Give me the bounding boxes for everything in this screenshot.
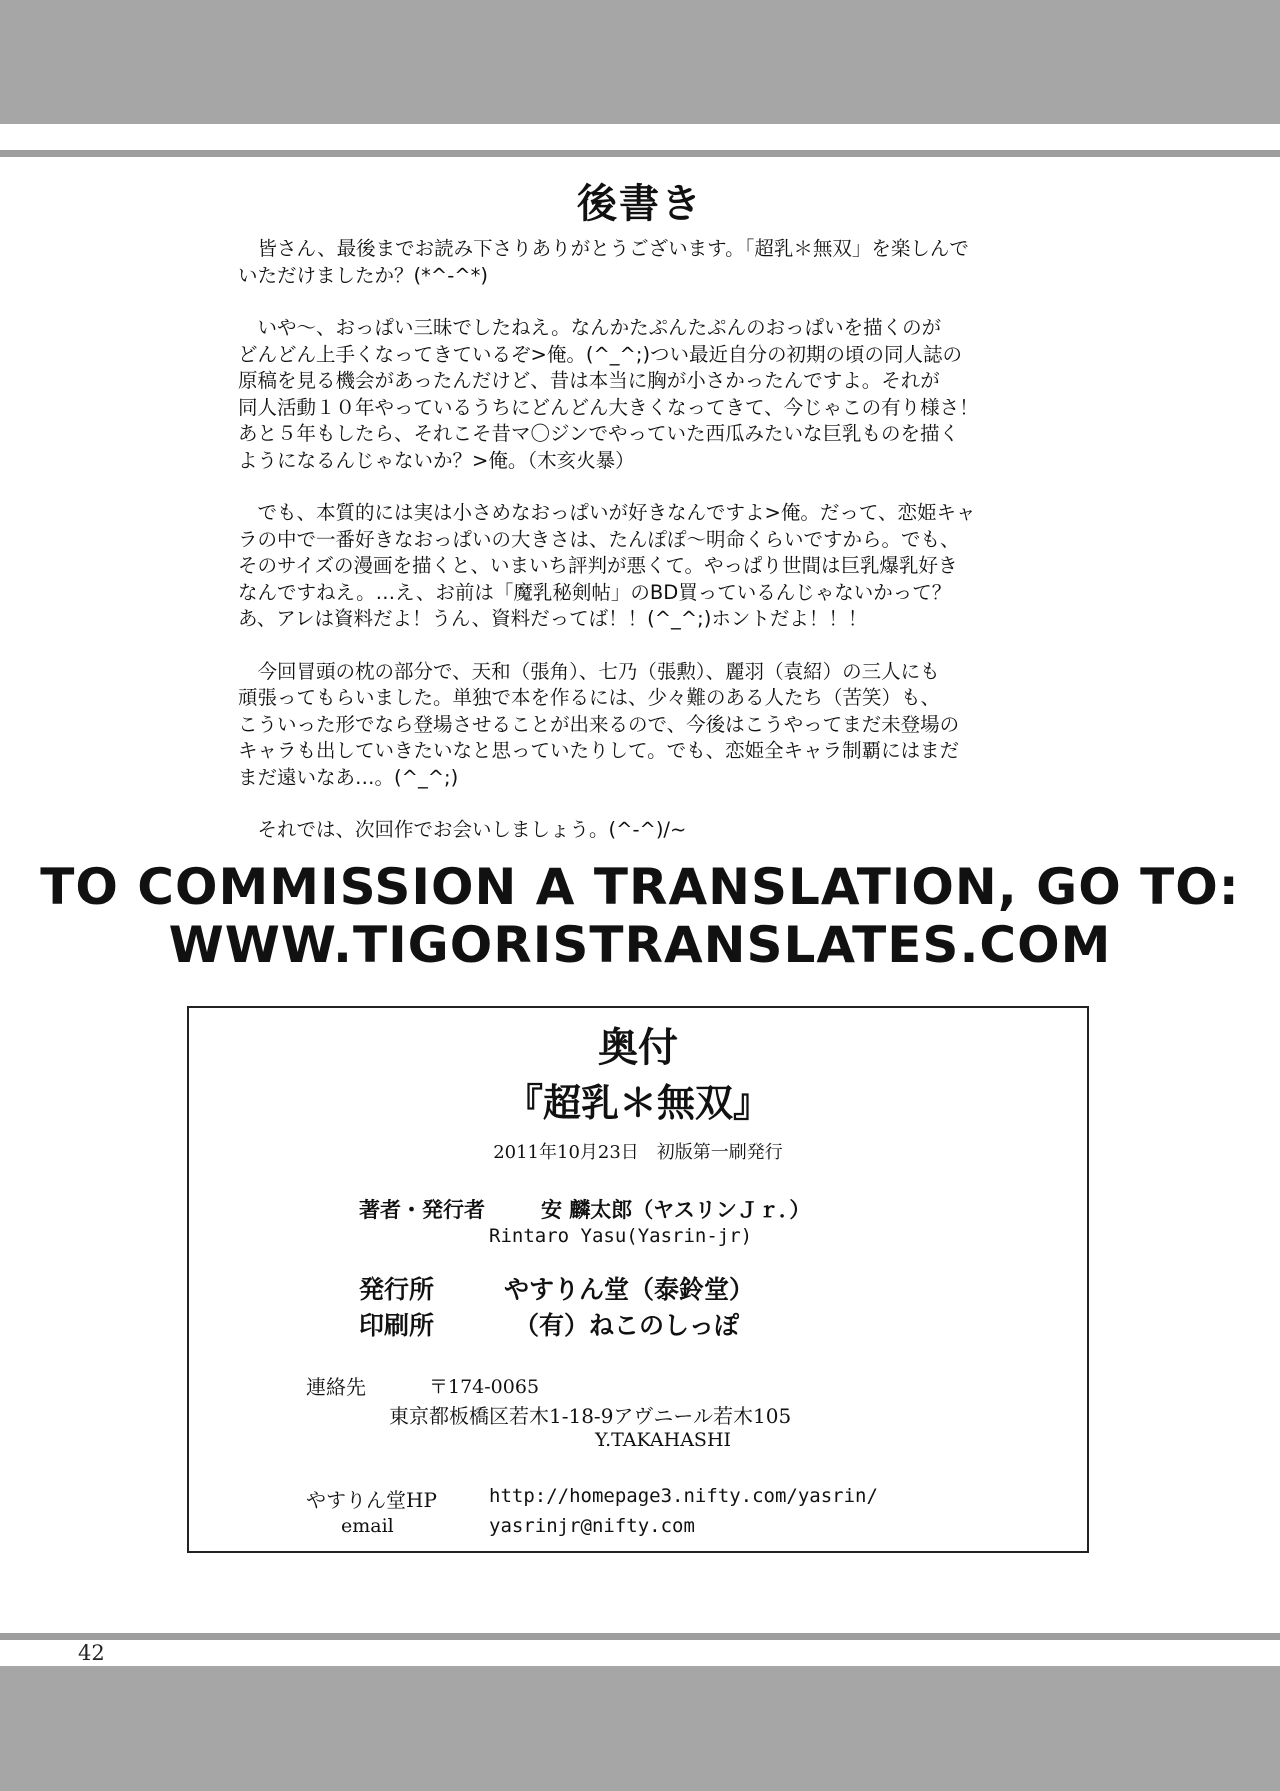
publisher-label: 発行所 — [359, 1275, 435, 1304]
translation-promo — [0, 858, 1280, 974]
bottom-gray-band — [0, 1666, 1280, 1791]
contact-label: 連絡先 — [306, 1375, 366, 1399]
afterword-paragraph-4: 今回冒頭の枕の部分で、天和（張角）、七乃（張勲）、麗羽（袁紹）の三人にも 頑張ってもらいました。単独で本を作るには、少々難のある人たち（苦笑）も、 こういった形でなら登場させることが出来るので、今後はこうやってまだ未登場の キャラも出していきたいなと思っていたりして。でも、恋姫全キャラ制覇にはまだ まだ遠いなあ…。(^_^;) — [238, 659, 960, 789]
email-address[interactable]: yasrinjr@nifty.com — [489, 1515, 695, 1537]
afterword-paragraph-1: 皆さん、最後までお読み下さりありがとうございます。「超乳＊無双」を楽しんで いただけましたか？(*^-^*) — [238, 237, 969, 287]
homepage-url[interactable]: http://homepage3.nifty.com/yasrin/ — [489, 1485, 878, 1507]
homepage-label: やすりん堂HP — [306, 1488, 437, 1512]
publication-date: 2011年10月23日 初版第一刷発行 — [493, 1142, 783, 1163]
afterword-paragraph-5: それでは、次回作でお会いしましょう。(^-^)/~ — [238, 818, 687, 841]
page-number: 42 — [78, 1641, 105, 1665]
afterword-paragraph-2: いや～、おっぱい三昧でしたねえ。なんかたぷんたぷんのおっぱいを描くのが どんどん上手くなってきているぞ>俺。(^_^;)つい最近自分の初期の頃の同人誌の 原稿を見る機会があったんだけど、昔は本当に胸が小さかったんですよ。それが 同人活動１０年やっているうちにどんどん大きくなってきて、今じゃこの有り様さ！ あと５年もしたら、それこそ昔マ〇ジンでやっていた西瓜みたいな巨乳ものを描く ようになるんじゃないか？>俺。（木亥火暴） — [238, 316, 979, 472]
printer-name: （有）ねこのしっぽ — [514, 1311, 740, 1340]
top-gray-band — [0, 0, 1280, 124]
promo-line-1: TO COMMISSION A TRANSLATION, GO TO: — [40, 858, 1240, 916]
contact-name: Y.TAKAHASHI — [595, 1429, 732, 1451]
colophon-title: 奥付 — [598, 1025, 678, 1071]
afterword-paragraph-3: でも、本質的には実は小さめなおっぱいが好きなんですよ>俺。だって、恋姫キャ ラの中で一番好きなおっぱいの大きさは、たんぽぽ～明命くらいですから。でも、 そのサイズの漫画を描くと、いまいち評判が悪くて。やっぱり世間は巨乳爆乳好き なんですねえ。…え、お前は「魔乳秘剣帖」のBD買っているんじゃないかって？ あ、アレは資料だよ！うん、資料だってば！！(^_^;)ホントだよ！！！ — [238, 501, 976, 630]
author-romaji: Rintaro Yasu(Yasrin-jr) — [489, 1225, 753, 1247]
colophon-box — [187, 1006, 1089, 1553]
book-title: 『超乳＊無双』 — [504, 1081, 771, 1125]
promo-website: WWW.TIGORISTRANSLATES.COM — [168, 916, 1112, 974]
bottom-rule — [0, 1633, 1280, 1640]
postal-code: 〒174-0065 — [429, 1376, 540, 1398]
email-label: email — [341, 1515, 394, 1537]
top-rule — [0, 150, 1280, 157]
author-label: 著者・発行者 — [359, 1198, 485, 1222]
afterword-title: 後書き — [577, 181, 703, 227]
address: 東京都板橋区若木1-18-9アヴニール若木105 — [389, 1404, 792, 1428]
printer-label: 印刷所 — [359, 1311, 435, 1340]
publisher-name: やすりん堂（泰鈴堂） — [504, 1275, 755, 1304]
afterword-body — [238, 236, 1068, 870]
author-name: 安 麟太郎（ヤスリンＪｒ．） — [541, 1198, 811, 1222]
